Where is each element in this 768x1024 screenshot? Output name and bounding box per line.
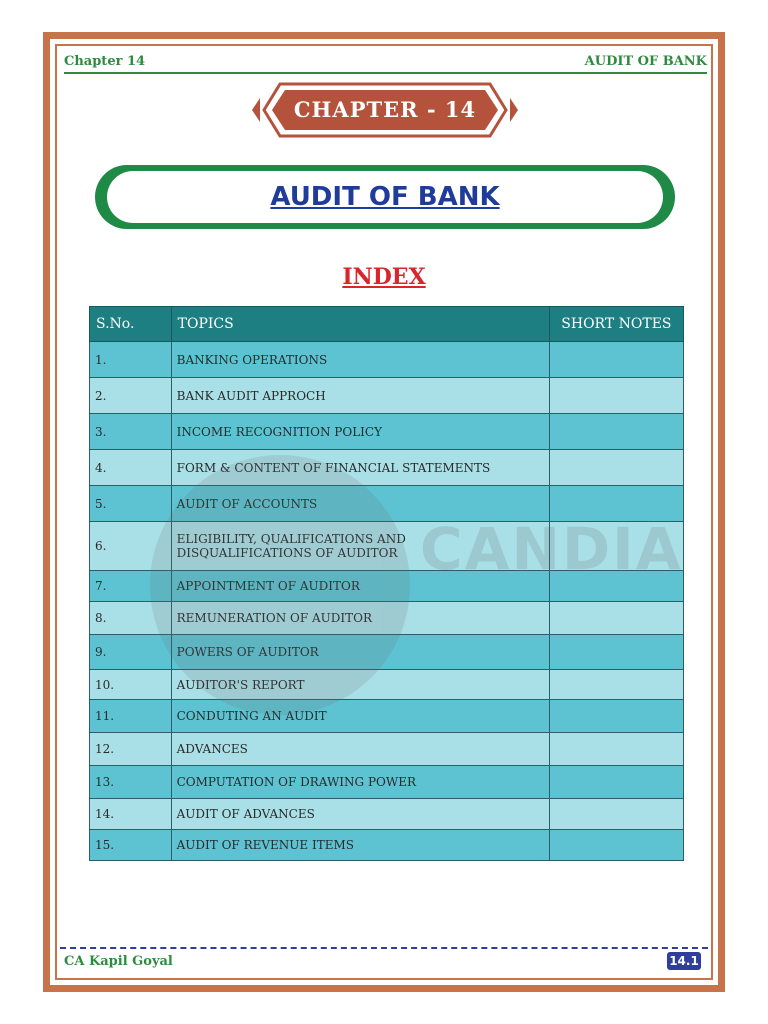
header-chapter: Chapter 14 bbox=[64, 54, 146, 69]
table-row bbox=[90, 635, 684, 670]
table-row bbox=[90, 602, 684, 635]
cell-notes bbox=[549, 602, 683, 635]
table-row bbox=[90, 830, 684, 861]
cell-notes bbox=[549, 733, 683, 766]
cell-notes bbox=[549, 670, 683, 700]
cell-topic: AUDIT OF ACCOUNTS bbox=[171, 486, 549, 522]
cell-sno: 13. bbox=[90, 766, 172, 799]
cell-sno: 1. bbox=[90, 342, 172, 378]
cell-topic: AUDIT OF REVENUE ITEMS bbox=[171, 830, 549, 861]
cell-notes bbox=[549, 522, 683, 571]
table-row bbox=[90, 700, 684, 733]
page-number-badge: 14.1 bbox=[667, 952, 701, 970]
table-row bbox=[90, 414, 684, 450]
cell-topic: POWERS OF AUDITOR bbox=[171, 635, 549, 670]
cell-topic: CONDUTING AN AUDIT bbox=[171, 700, 549, 733]
cell-sno: 4. bbox=[90, 450, 172, 486]
col-header-sno: S.No. bbox=[90, 307, 172, 342]
table-row bbox=[90, 486, 684, 522]
cell-notes bbox=[549, 450, 683, 486]
table-row bbox=[90, 571, 684, 602]
table-row bbox=[90, 342, 684, 378]
title-pill bbox=[95, 165, 675, 229]
cell-topic: BANKING OPERATIONS bbox=[171, 342, 549, 378]
table-row bbox=[90, 670, 684, 700]
table-row bbox=[90, 733, 684, 766]
cell-topic: FORM & CONTENT OF FINANCIAL STATEMENTS bbox=[171, 450, 549, 486]
index-table bbox=[89, 306, 684, 861]
cell-topic: ADVANCES bbox=[171, 733, 549, 766]
cell-topic: REMUNERATION OF AUDITOR bbox=[171, 602, 549, 635]
cell-topic: COMPUTATION OF DRAWING POWER bbox=[171, 766, 549, 799]
header-subject: AUDIT OF BANK bbox=[584, 54, 707, 69]
cell-sno: 12. bbox=[90, 733, 172, 766]
chapter-title: AUDIT OF BANK bbox=[270, 182, 500, 212]
cell-sno: 7. bbox=[90, 571, 172, 602]
cell-topic: APPOINTMENT OF AUDITOR bbox=[171, 571, 549, 602]
cell-sno: 3. bbox=[90, 414, 172, 450]
cell-topic: AUDITOR'S REPORT bbox=[171, 670, 549, 700]
footer-divider bbox=[60, 947, 708, 949]
cell-notes bbox=[549, 766, 683, 799]
table-row bbox=[90, 378, 684, 414]
index-heading: INDEX bbox=[342, 264, 426, 290]
cell-sno: 2. bbox=[90, 378, 172, 414]
cell-sno: 15. bbox=[90, 830, 172, 861]
cell-notes bbox=[549, 486, 683, 522]
cell-sno: 10. bbox=[90, 670, 172, 700]
cell-notes bbox=[549, 830, 683, 861]
cell-notes bbox=[549, 700, 683, 733]
cell-sno: 6. bbox=[90, 522, 172, 571]
cell-topic: ELIGIBILITY, QUALIFICATIONS AND DISQUALIFICATIONS OF AUDITOR bbox=[171, 522, 549, 571]
cell-sno: 11. bbox=[90, 700, 172, 733]
table-header-row bbox=[90, 307, 684, 342]
cell-topic: AUDIT OF ADVANCES bbox=[171, 799, 549, 830]
table-row bbox=[90, 450, 684, 486]
cell-notes bbox=[549, 378, 683, 414]
chapter-label: CHAPTER - 14 bbox=[293, 97, 477, 122]
table-row bbox=[90, 766, 684, 799]
cell-sno: 14. bbox=[90, 799, 172, 830]
footer-author: CA Kapil Goyal bbox=[64, 954, 173, 969]
cell-notes bbox=[549, 414, 683, 450]
table-row bbox=[90, 799, 684, 830]
page-header bbox=[64, 54, 707, 74]
cell-topic: BANK AUDIT APPROCH bbox=[171, 378, 549, 414]
cell-notes bbox=[549, 342, 683, 378]
cell-sno: 5. bbox=[90, 486, 172, 522]
col-header-topics: TOPICS bbox=[171, 307, 549, 342]
cell-notes bbox=[549, 571, 683, 602]
chapter-banner bbox=[250, 82, 520, 138]
cell-sno: 8. bbox=[90, 602, 172, 635]
table-row bbox=[90, 522, 684, 571]
cell-sno: 9. bbox=[90, 635, 172, 670]
cell-notes bbox=[549, 799, 683, 830]
cell-topic: INCOME RECOGNITION POLICY bbox=[171, 414, 549, 450]
cell-notes bbox=[549, 635, 683, 670]
col-header-short-notes: SHORT NOTES bbox=[549, 307, 683, 342]
